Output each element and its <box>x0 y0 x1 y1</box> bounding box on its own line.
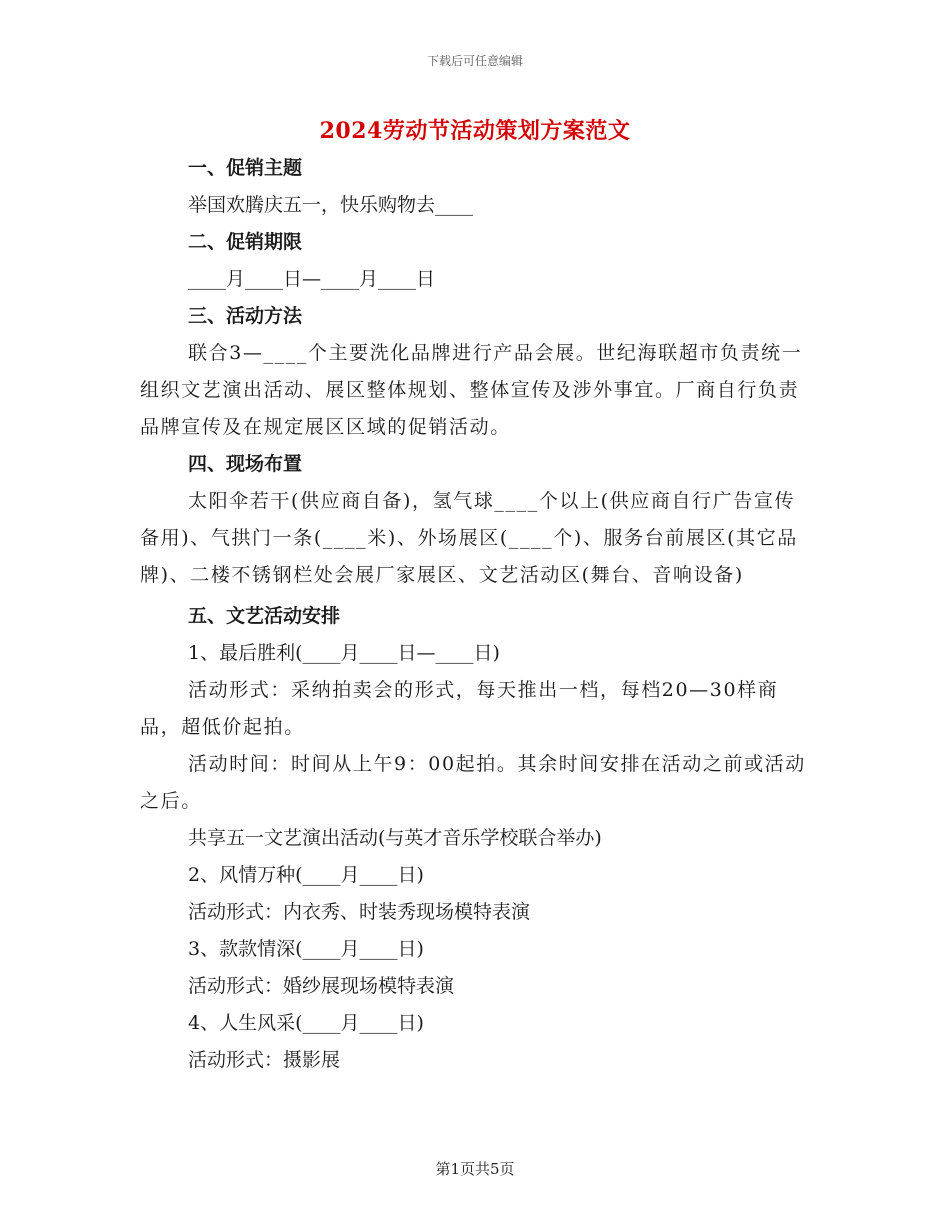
document-body <box>140 150 812 1079</box>
item-1-time: 活动时间：时间从上午9：00起拍。其余时间安排在活动之前或活动之后。 <box>140 753 806 812</box>
shared-event-line: 共享五一文艺演出活动(与英才音乐学校联合举办) <box>188 827 602 849</box>
item-1-title: 1、最后胜利(____月____日—____日) <box>188 642 500 664</box>
site-layout-paragraph: 太阳伞若干(供应商自备)，氢气球____个以上(供应商自行广告宣传备用)、气拱门一条(____米)、外场展区(____个)、服务台前展区(其它品牌)、二楼不锈钢栏处会展厂家展区、文艺活动区(舞台、音响设备) <box>140 490 798 586</box>
section-heading-promo-period: 二、促销期限 <box>188 231 303 253</box>
method-paragraph: 联合3—____个主要洗化品牌进行产品会展。世纪海联超市负责统一组织文艺演出活动、展区整体规划、整体宣传及涉外事宜。厂商自行负责品牌宣传及在规定展区区域的促销活动。 <box>140 342 803 438</box>
page-number-footer: 第1页共5页 <box>435 1160 515 1178</box>
header-note: 下载后可任意编辑 <box>426 54 523 68</box>
section-heading-site-layout: 四、现场布置 <box>188 453 303 475</box>
item-3-form: 活动形式：婚纱展现场模特表演 <box>188 975 455 997</box>
item-2-title: 2、风情万种(____月____日) <box>188 864 424 886</box>
item-4-form: 活动形式：摄影展 <box>188 1049 341 1071</box>
item-3-title: 3、款款情深(____月____日) <box>188 938 424 960</box>
item-4-title: 4、人生风采(____月____日) <box>188 1012 424 1034</box>
promo-theme-text: 举国欢腾庆五一，快乐购物去____ <box>188 194 474 216</box>
promo-period-text: ____月____日—____月____日 <box>188 268 436 290</box>
section-heading-promo-theme: 一、促销主题 <box>188 157 303 179</box>
item-2-form: 活动形式：内衣秀、时装秀现场模特表演 <box>188 901 531 923</box>
document-title: 2024劳动节活动策划方案范文 <box>319 118 631 144</box>
item-1-form: 活动形式：采纳拍卖会的形式，每天推出一档，每档20—30样商品，超低价起拍。 <box>140 679 779 738</box>
section-heading-performances: 五、文艺活动安排 <box>188 605 341 627</box>
section-heading-method: 三、活动方法 <box>188 305 303 327</box>
